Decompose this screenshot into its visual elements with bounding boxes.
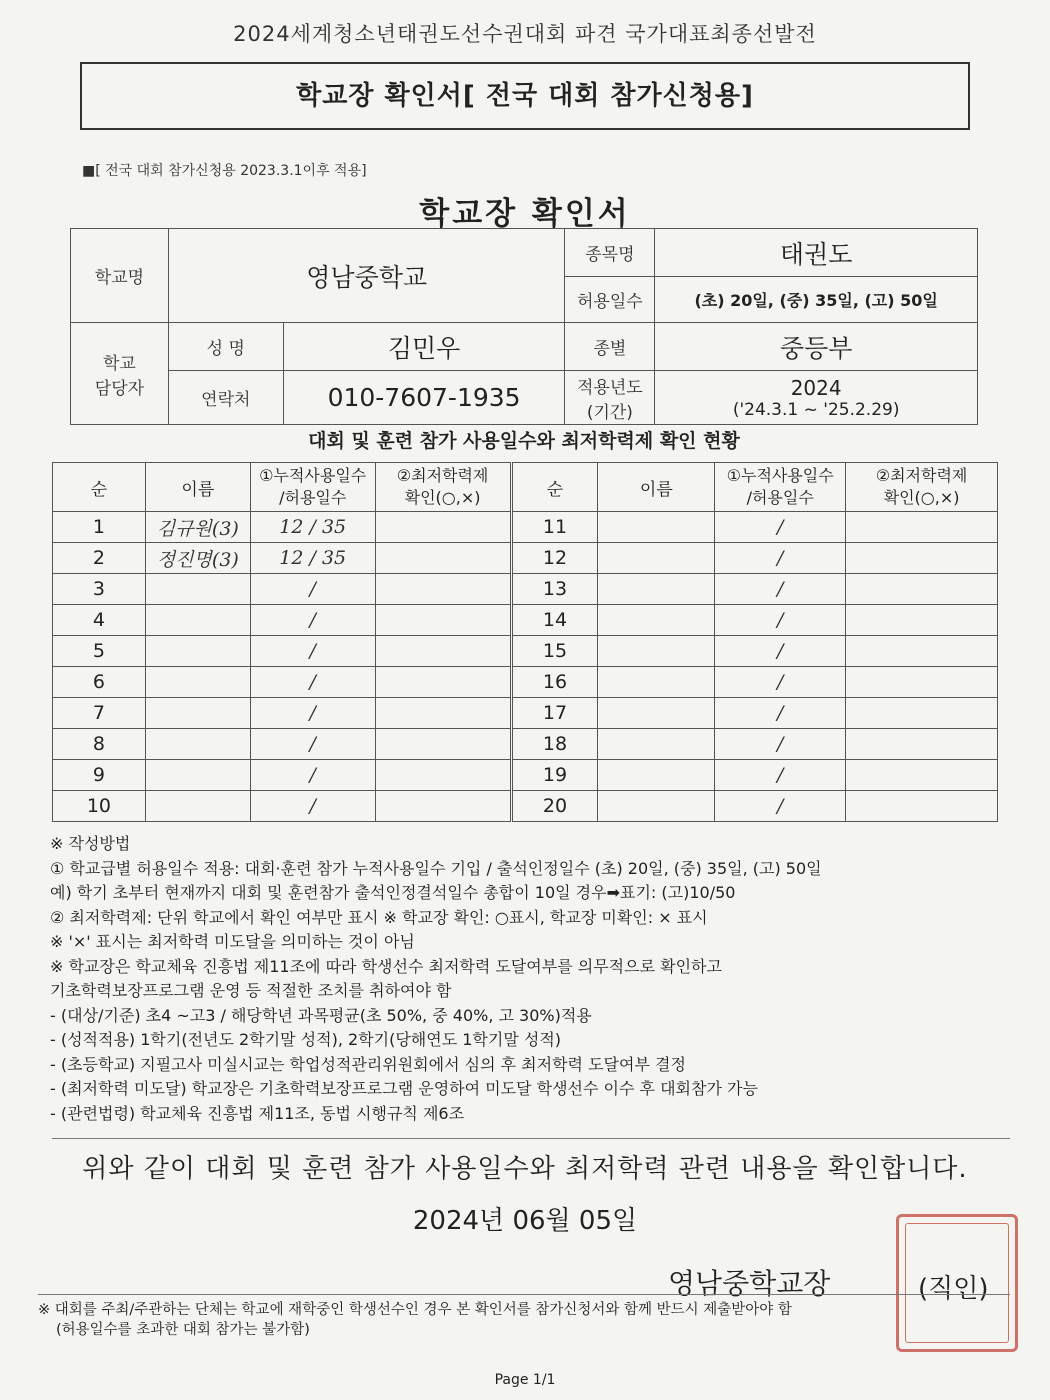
- athlete-name: [145, 574, 250, 605]
- table-row: [53, 791, 998, 822]
- competition-title: 2024세계청소년태권도선수권대회 파견 국가대표최종선발전: [233, 22, 817, 46]
- row-number: 2: [53, 543, 146, 574]
- bottom-notice: [38, 1300, 792, 1340]
- row-number: 6: [53, 667, 146, 698]
- athlete-name: [598, 667, 715, 698]
- header-no: 순: [53, 463, 146, 512]
- allowed-days-label: 허용일수: [565, 277, 655, 323]
- note-line: - (대상/기준) 초4 ~고3 / 해당학년 과목평균(초 50%, 중 40%, 고 30%)적용: [50, 1005, 592, 1025]
- athlete-name: [145, 698, 250, 729]
- row-number: 10: [53, 791, 146, 822]
- application-note: ■[ 전국 대회 참가신청용 2023.3.1이후 적용]: [82, 163, 367, 179]
- row-number: 16: [511, 667, 598, 698]
- academic-check: [846, 574, 998, 605]
- academic-check: [375, 543, 511, 574]
- athlete-name: 김규원(3): [145, 512, 250, 543]
- athlete-name: [598, 605, 715, 636]
- days-used: /: [250, 760, 375, 791]
- info-table: [70, 228, 978, 425]
- header-academic-line2: 확인(○,×): [404, 488, 481, 507]
- manager-label: [71, 323, 169, 425]
- event-value: 태권도: [655, 229, 978, 277]
- row-number: 3: [53, 574, 146, 605]
- athlete-name: [145, 636, 250, 667]
- row-number: 20: [511, 791, 598, 822]
- bottom-notice-line1: ※ 대회를 주최/주관하는 단체는 학교에 재학중인 학생선수인 경우 본 확인서를 참가신청서와 함께 반드시 제출받아야 함: [38, 1302, 792, 1318]
- row-number: 5: [53, 636, 146, 667]
- row-number: 14: [511, 605, 598, 636]
- manager-label-line1: 학교: [103, 353, 136, 374]
- academic-check: [846, 791, 998, 822]
- divider: [52, 1138, 1010, 1139]
- row-number: 12: [511, 543, 598, 574]
- row-number: 17: [511, 698, 598, 729]
- row-number: 8: [53, 729, 146, 760]
- days-used: /: [715, 543, 846, 574]
- header-days-line2: /허용일수: [279, 488, 347, 507]
- writing-instructions: [50, 832, 1010, 1126]
- days-used: /: [715, 667, 846, 698]
- year-label-line1: 적용년도: [577, 377, 643, 398]
- principal-title: 영남중학교장: [668, 1267, 831, 1300]
- row-number: 13: [511, 574, 598, 605]
- row-number: 1: [53, 512, 146, 543]
- athlete-name: [598, 636, 715, 667]
- header-name: 이름: [145, 463, 250, 512]
- school-value: 영남중학교: [168, 229, 565, 323]
- header-name-right: 이름: [598, 463, 715, 512]
- days-used: /: [715, 636, 846, 667]
- note-line: ※ '×' 표시는 최저학력 미도달을 의미하는 것이 아님: [50, 932, 415, 951]
- academic-check: [846, 543, 998, 574]
- note-line: ※ 학교장은 학교체육 진흥법 제11조에 따라 학생선수 최저학력 도달여부를 의무적으로 확인하고: [50, 956, 722, 976]
- header-academic-right-line2: 확인(○,×): [883, 488, 960, 507]
- note-line: ① 학교급별 허용일수 적용: 대회·훈련 참가 누적사용일수 기입 / 출석인정일수 (초) 20일, (중) 35일, (고) 50일: [50, 858, 822, 878]
- header-academic-line1: ②최저학력제: [396, 466, 489, 485]
- academic-check: [375, 574, 511, 605]
- table-row: [53, 760, 998, 791]
- document-title: 학교장 확인서: [419, 196, 631, 232]
- academic-check: [375, 729, 511, 760]
- table-row: [53, 512, 998, 543]
- days-used: /: [250, 729, 375, 760]
- athlete-name: 정진명(3): [145, 543, 250, 574]
- academic-check: [846, 667, 998, 698]
- days-used: /: [715, 574, 846, 605]
- academic-check: [375, 760, 511, 791]
- athlete-name: [598, 791, 715, 822]
- note-line: 기초학력보장프로그램 운영 등 적절한 조치를 취하여야 함: [50, 981, 452, 1000]
- athlete-name: [145, 667, 250, 698]
- header-academic-right-line1: ②최저학력제: [875, 466, 968, 485]
- contact-label: 연락처: [168, 371, 283, 425]
- division-value: 중등부: [655, 323, 978, 371]
- contact-value: 010-7607-1935: [283, 371, 565, 425]
- note-line: - (초등학교) 지필고사 미실시교는 학업성적관리위원회에서 심의 후 최저학력 도달여부 결정: [50, 1054, 686, 1074]
- row-number: 11: [511, 512, 598, 543]
- athlete-name: [598, 543, 715, 574]
- table-row: [53, 698, 998, 729]
- academic-check: [846, 605, 998, 636]
- row-number: 9: [53, 760, 146, 791]
- year-label-line2: (기간): [586, 402, 633, 423]
- row-number: 4: [53, 605, 146, 636]
- academic-check: [375, 667, 511, 698]
- bottom-divider: [38, 1294, 1010, 1295]
- academic-check: [846, 729, 998, 760]
- header-days-right-line2: /허용일수: [746, 488, 814, 507]
- row-number: 19: [511, 760, 598, 791]
- status-section-title: 대회 및 훈련 참가 사용일수와 최저학력제 확인 현황: [308, 430, 740, 452]
- year-period: ('24.3.1 ~ '25.2.29): [732, 399, 900, 420]
- issue-date: 2024년 06월 05일: [412, 1206, 638, 1236]
- boxed-title: [80, 62, 970, 130]
- row-number: 7: [53, 698, 146, 729]
- confirmation-statement: 위와 같이 대회 및 훈련 참가 사용일수와 최저학력 관련 내용을 확인합니다.: [82, 1154, 968, 1184]
- academic-check: [375, 636, 511, 667]
- athlete-name: [598, 512, 715, 543]
- days-used: /: [250, 791, 375, 822]
- header-no-right: 순: [511, 463, 598, 512]
- table-row: [53, 667, 998, 698]
- event-label: 종목명: [565, 229, 655, 277]
- note-line: ② 최저학력제: 단위 학교에서 확인 여부만 표시 ※ 학교장 확인: ○표시, 학교장 미확인: × 표시: [50, 907, 708, 927]
- table-row: [53, 729, 998, 760]
- days-used: 12 / 35: [250, 512, 375, 543]
- seal-mark: (직인): [918, 1274, 989, 1304]
- page-number: Page 1/1: [494, 1372, 556, 1388]
- header-days-right: [715, 463, 846, 512]
- bottom-notice-line2: (허용일수를 초과한 대회 참가는 불가함): [56, 1322, 310, 1338]
- academic-check: [375, 698, 511, 729]
- days-used: /: [250, 605, 375, 636]
- table-row: [53, 636, 998, 667]
- note-line: 예) 학기 초부터 현재까지 대회 및 훈련참가 출석인정결석일수 총합이 10일 경우➡표기: (고)10/50: [50, 883, 736, 902]
- header-academic: [375, 463, 511, 512]
- note-line: - (최저학력 미도달) 학교장은 기초학력보장프로그램 운영하여 미도달 학생선수 이수 후 대회참가 가능: [50, 1079, 758, 1098]
- days-used: /: [250, 698, 375, 729]
- academic-check: [846, 760, 998, 791]
- row-number: 15: [511, 636, 598, 667]
- days-used: 12 / 35: [250, 543, 375, 574]
- academic-check: [846, 636, 998, 667]
- days-used: /: [715, 605, 846, 636]
- academic-check: [846, 698, 998, 729]
- table-row: [53, 574, 998, 605]
- name-label: 성 명: [168, 323, 283, 371]
- note-line: - (성적적용) 1학기(전년도 2학기말 성적), 2학기(당해연도 1학기말 성적): [50, 1030, 562, 1049]
- athlete-table: [52, 462, 998, 822]
- allowed-days-value: (초) 20일, (중) 35일, (고) 50일: [655, 277, 978, 323]
- header-days-line1: ①누적사용일수: [259, 466, 367, 485]
- athlete-name: [598, 760, 715, 791]
- days-used: /: [715, 698, 846, 729]
- school-label: 학교명: [71, 229, 169, 323]
- year-cell: [655, 371, 978, 425]
- table-row: [53, 605, 998, 636]
- name-value: 김민우: [283, 323, 565, 371]
- days-used: /: [715, 791, 846, 822]
- athlete-name: [145, 605, 250, 636]
- athlete-name: [145, 760, 250, 791]
- division-label: 종별: [565, 323, 655, 371]
- days-used: /: [250, 636, 375, 667]
- boxed-title-text: 학교장 확인서[ 전국 대회 참가신청용]: [296, 81, 754, 111]
- days-used: /: [250, 574, 375, 605]
- row-number: 18: [511, 729, 598, 760]
- table-row: [53, 543, 998, 574]
- year-value: 2024: [790, 375, 842, 400]
- athlete-name: [145, 791, 250, 822]
- year-label: [565, 371, 655, 425]
- academic-check: [375, 605, 511, 636]
- athlete-name: [598, 698, 715, 729]
- days-used: /: [715, 729, 846, 760]
- days-used: /: [715, 760, 846, 791]
- days-used: /: [250, 667, 375, 698]
- note-line: - (관련법령) 학교체육 진흥법 제11조, 동법 시행규칙 제6조: [50, 1103, 465, 1123]
- days-used: /: [715, 512, 846, 543]
- note-line: ※ 작성방법: [50, 834, 131, 853]
- manager-label-line2: 담당자: [94, 378, 145, 399]
- academic-check: [375, 512, 511, 543]
- academic-check: [375, 791, 511, 822]
- header-academic-right: [846, 463, 998, 512]
- athlete-name: [145, 729, 250, 760]
- athlete-name: [598, 574, 715, 605]
- athlete-name: [598, 729, 715, 760]
- header-days: [250, 463, 375, 512]
- header-days-right-line1: ①누적사용일수: [726, 466, 834, 485]
- academic-check: [846, 512, 998, 543]
